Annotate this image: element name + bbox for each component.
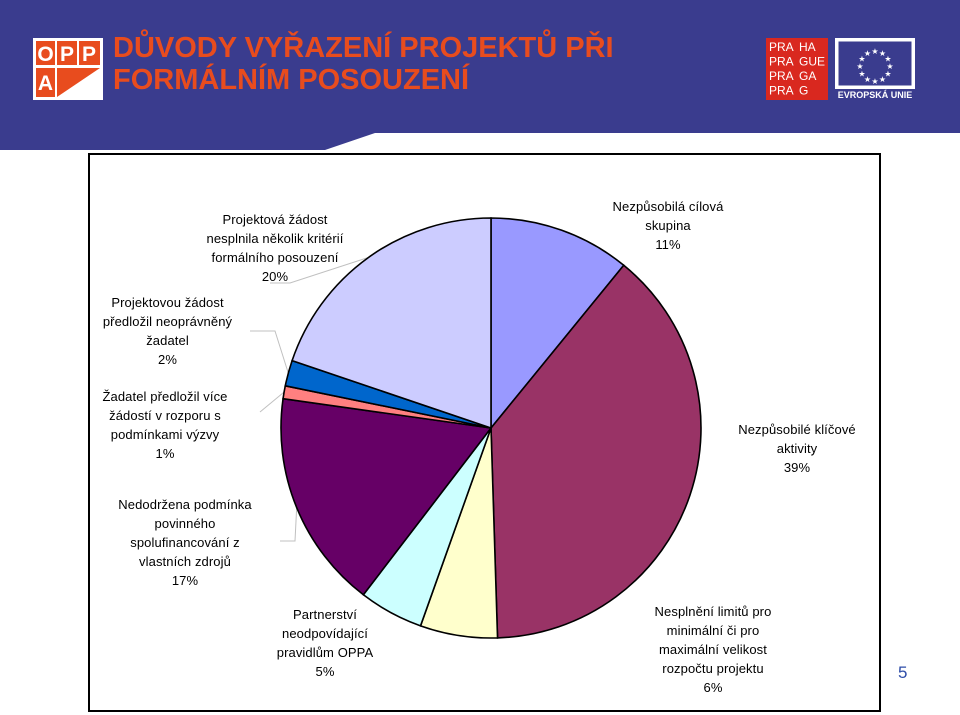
slice-percent: 2% xyxy=(158,352,177,367)
slice-label xyxy=(250,605,400,681)
slice-label xyxy=(190,210,360,286)
slice-percent: 39% xyxy=(783,460,811,475)
slice-label-line: pravidlům OPPA xyxy=(276,645,374,660)
eu-star-icon: ★ xyxy=(884,69,892,79)
slice-label-line: Nezpůsobilé klíčové xyxy=(738,422,856,437)
chart-frame xyxy=(88,153,881,712)
prague-logo-word: GUE xyxy=(799,54,826,69)
prague-logo-word: HA xyxy=(799,40,816,54)
eu-star-icon: ★ xyxy=(858,69,866,79)
slice-label-line: žádostí v rozporu s xyxy=(109,408,221,423)
eu-star-icon: ★ xyxy=(863,49,872,59)
oppa-logo-p2: P xyxy=(81,43,97,66)
slice-label-line: Žadatel předložil více xyxy=(102,389,228,404)
eu-star-icon: ★ xyxy=(884,54,892,64)
slice-percent: 6% xyxy=(703,680,723,695)
slice-label-line: Projektová žádost xyxy=(222,212,328,227)
slice-percent: 11% xyxy=(655,237,681,252)
prague-logo-word: PRA xyxy=(769,40,794,54)
slice-label-line: nesplnila několik kritérií xyxy=(206,231,344,246)
oppa-logo-o: O xyxy=(37,43,54,66)
slice-label-line: formálního posouzení xyxy=(211,250,339,265)
slice-label xyxy=(598,197,738,254)
slice-label-line: skupina xyxy=(645,218,691,233)
slice-percent: 20% xyxy=(261,269,289,284)
oppa-logo-p1: P xyxy=(59,43,75,66)
slice-percent: 1% xyxy=(155,446,175,461)
slice-percent: 5% xyxy=(315,664,335,679)
slice-label xyxy=(727,420,867,477)
slice-label xyxy=(90,387,240,463)
slice-label-line: neodpovídající xyxy=(282,626,368,641)
slice-label-line: Partnerství xyxy=(293,607,357,622)
slice-label-line: Nezpůsobilá cílová xyxy=(612,199,724,214)
page-title xyxy=(113,32,614,96)
slice-label-line: aktivity xyxy=(776,441,818,456)
eu-label: EVROPSKÁ UNIE xyxy=(837,90,913,100)
prague-logo-word: PRA xyxy=(769,69,794,83)
eu-star-icon: ★ xyxy=(856,62,864,71)
leader-line xyxy=(280,508,297,541)
eu-star-icon: ★ xyxy=(863,74,872,84)
slice-label-line: spolufinancování z xyxy=(130,535,240,550)
eu-star-icon: ★ xyxy=(871,47,879,56)
eu-flag-logo xyxy=(835,38,915,100)
slice-label-line: maximální velikost xyxy=(659,642,767,657)
slice-label-line: podmínkami výzvy xyxy=(110,427,220,442)
title-line-1: DŮVODY VYŘAZENÍ PROJEKTŮ PŘI xyxy=(113,32,614,64)
slide-header xyxy=(0,0,960,150)
oppa-logo-a: A xyxy=(37,72,54,95)
slice-label-line: rozpočtu projektu xyxy=(662,661,764,676)
slice-percent: 17% xyxy=(171,573,199,588)
title-line-2: FORMÁLNÍM POSOUZENÍ xyxy=(113,64,470,96)
prague-logo-word: PRA xyxy=(769,54,794,69)
leader-line xyxy=(250,331,288,373)
slice-label xyxy=(628,602,798,697)
oppa-logo xyxy=(33,38,103,100)
slice-label-line: Projektovou žádost xyxy=(111,295,224,310)
slice-label-line: povinného xyxy=(154,516,216,531)
slice-label-line: minimální či pro xyxy=(666,623,760,638)
eu-star-icon: ★ xyxy=(886,62,894,71)
eu-star-icon: ★ xyxy=(878,49,887,59)
slice-label-line: Nedodržena podmínka xyxy=(118,497,252,512)
slice-label-line: vlastních zdrojů xyxy=(139,554,231,569)
slice-label xyxy=(90,293,245,369)
slice-label-line: předložil neoprávněný xyxy=(102,314,233,329)
slice-label-line: žadatel xyxy=(146,333,189,348)
slice-label-line: Nesplnění limitů pro xyxy=(654,604,772,619)
page-number: 5 xyxy=(898,663,908,682)
prague-logo-word: PRA xyxy=(769,83,794,98)
eu-star-icon: ★ xyxy=(858,54,866,64)
prague-logo-word: G xyxy=(799,83,809,98)
eu-star-icon: ★ xyxy=(878,74,887,84)
slice-label xyxy=(110,495,260,590)
prague-logo xyxy=(766,38,828,100)
eu-star-icon: ★ xyxy=(871,77,879,86)
prague-logo-word: GA xyxy=(799,69,817,83)
